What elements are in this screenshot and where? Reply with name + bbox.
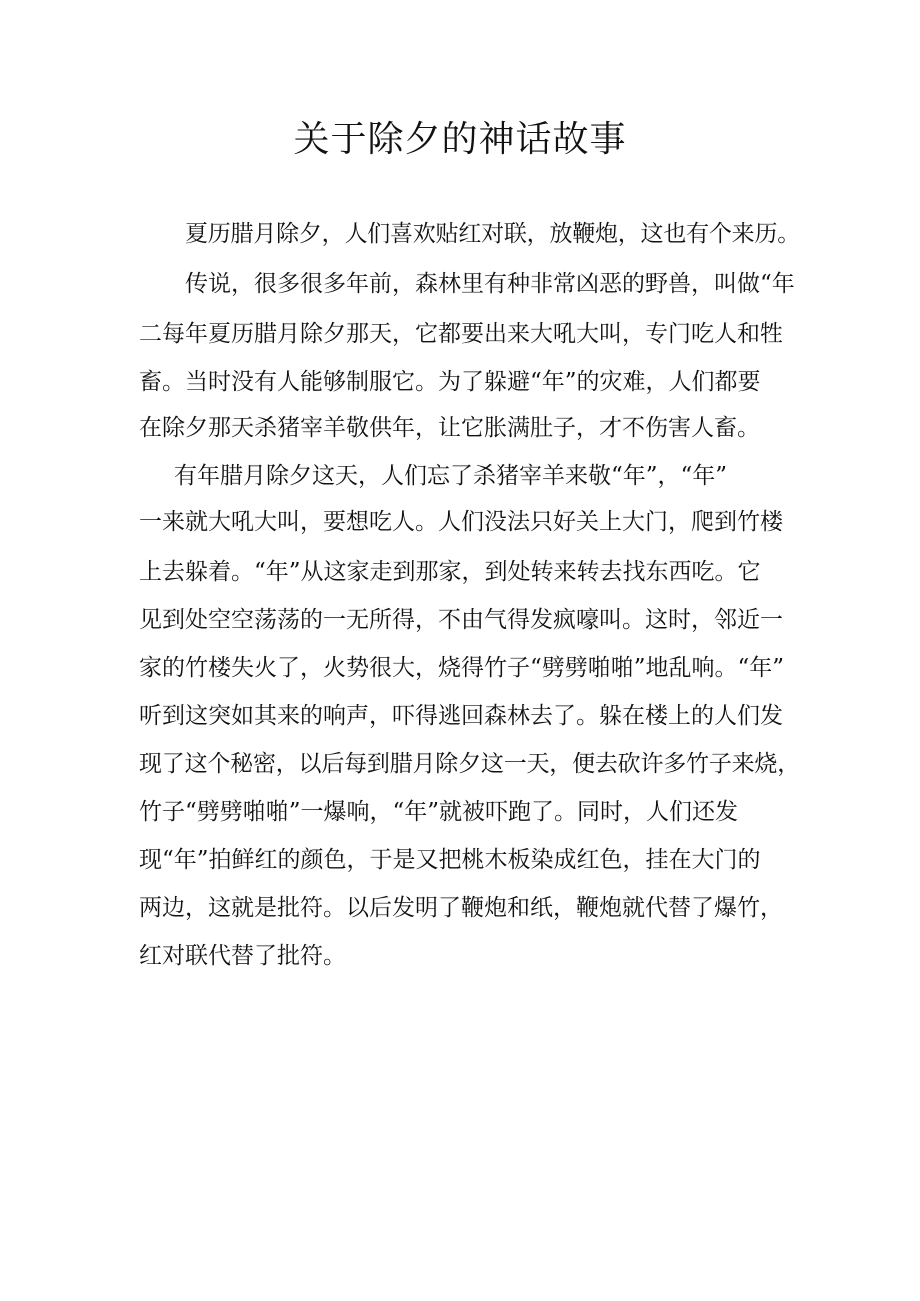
text-line: 红对联代替了批符。 [139, 943, 346, 969]
text-line: 两边，这就是批符。以后发明了鞭炮和纸，鞭炮就代替了爆竹， [139, 895, 783, 921]
text-line: 见到处空空荡荡的一无所得，不由气得发疯嚎叫。这时，邻近一 [139, 607, 783, 633]
text-line: 畜。当时没有人能够制服它。为了躲避“年”的灾难，人们都要 [139, 369, 761, 395]
text-line: 听到这突如其来的响声，吓得逃回森林去了。躲在楼上的人们发 [139, 703, 783, 729]
document-title: 关于除夕的神话故事 [293, 119, 627, 160]
text-line: 二每年夏历腊月除夕那天，它都要出来大吼大叫，专门吃人和牲 [139, 321, 783, 347]
text-line: 在除夕那天杀猪宰羊敬供年，让它胀满肚子，才不伤害人畜。 [139, 415, 760, 441]
text-line: 现“年”拍鲜红的颜色，于是又把桃木板染成红色，挂在大门的 [139, 847, 761, 873]
text-line: 家的竹楼失火了，火势很大，烧得竹子“劈劈啪啪”地乱响。“年” [139, 655, 785, 681]
text-line: 夏历腊月除夕，人们喜欢贴红对联，放鞭炮，这也有个来历。 [185, 221, 801, 247]
text-line: 传说，很多很多年前，森林里有种非常凶恶的野兽，叫做“年 [185, 271, 795, 297]
text-line: 现了这个秘密，以后每到腊月除夕这一天，便去砍许多竹子来烧， [139, 751, 801, 777]
text-line: 上去躲着。“年”从这家走到那家，到处转来转去找东西吃。它 [139, 559, 761, 585]
text-line: 一来就大吼大叫，要想吃人。人们没法只好关上大门，爬到竹楼 [139, 509, 783, 535]
text-line: 竹子“劈劈啪啪”一爆响，“年”就被吓跑了。同时，人们还发 [139, 799, 739, 825]
text-line: 有年腊月除夕这天，人们忘了杀猪宰羊来敬“年”，“年” [174, 463, 728, 489]
